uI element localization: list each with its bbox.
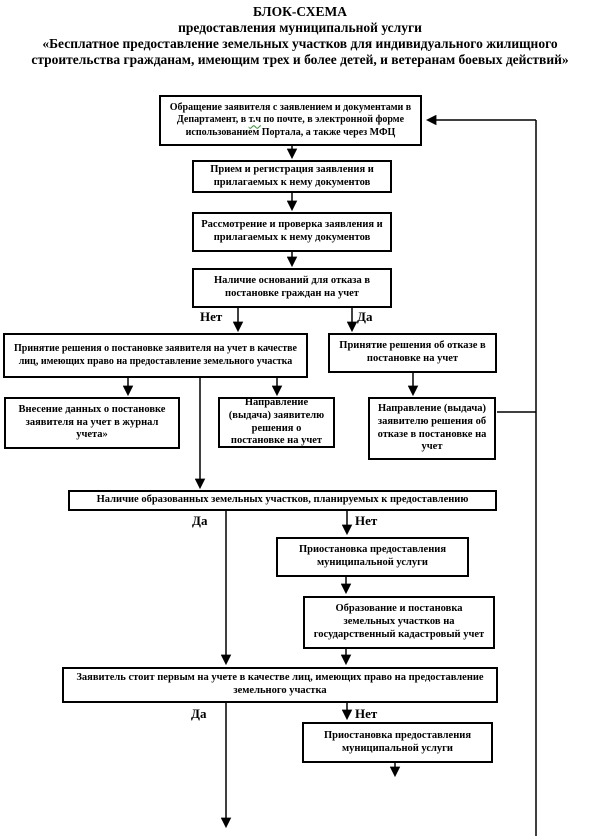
node-send-register-decision: Направление (выдача) заявителю решения о постановке на учет	[218, 397, 335, 448]
label-no-land: Нет	[355, 513, 378, 528]
title-line-3: «Бесплатное предоставление земельных участков для индивидуального жилищного строительства гражданам, имеющим трех и более детей, и ветеранам боевых действий»	[31, 36, 569, 67]
node-land-available: Наличие образованных земельных участков, планируемых к предоставлению	[68, 490, 497, 511]
title-line-1: БЛОК-СХЕМА	[252, 4, 348, 19]
diagram-title	[0, 4, 600, 68]
label-yes-refusal: Да	[357, 309, 373, 324]
node-journal-entry: Внесение данных о постановке заявителя на учет в журнал учета»	[4, 397, 180, 449]
node-applicant-first: Заявитель стоит первым на учете в качестве лиц, имеющих право на предоставление земельного участка	[62, 667, 498, 703]
title-line-2: предоставления муниципальной услуги	[178, 20, 422, 35]
node-refusal-grounds: Наличие оснований для отказа в постановке граждан на учет	[192, 268, 392, 308]
node-application	[159, 95, 422, 146]
node-suspend-second: Приостановка предоставления муниципальной услуги	[302, 722, 493, 763]
node-reception: Прием и регистрация заявления и прилагаемых к нему документов	[192, 160, 392, 193]
node-cadastral-registration: Образование и постановка земельных участков на государственный кадастровый учет	[303, 596, 495, 649]
label-yes-first: Да	[191, 706, 207, 721]
node-application-text: Обращение заявителя с заявлением и документами в Департамент, в т.ч по почте, в электронной форме использованием Портала, а также через МФЦ	[169, 102, 412, 138]
label-no-first: Нет	[355, 706, 378, 721]
label-no-refusal: Нет	[200, 309, 223, 324]
node-suspend-first: Приостановка предоставления муниципальной услуги	[276, 537, 469, 577]
node-decision-refuse: Принятие решения об отказе в постановке на учет	[328, 333, 497, 373]
node-send-refuse-decision: Направление (выдача) заявителю решения об отказе в постановке на учет	[368, 397, 496, 460]
spellcheck-underline: т.ч	[248, 114, 261, 126]
label-yes-land: Да	[192, 513, 208, 528]
node-decision-register: Принятие решения о постановке заявителя на учет в качестве лиц, имеющих право на предоставление земельного участка	[3, 333, 308, 378]
node-review: Рассмотрение и проверка заявления и прилагаемых к нему документов	[192, 212, 392, 252]
